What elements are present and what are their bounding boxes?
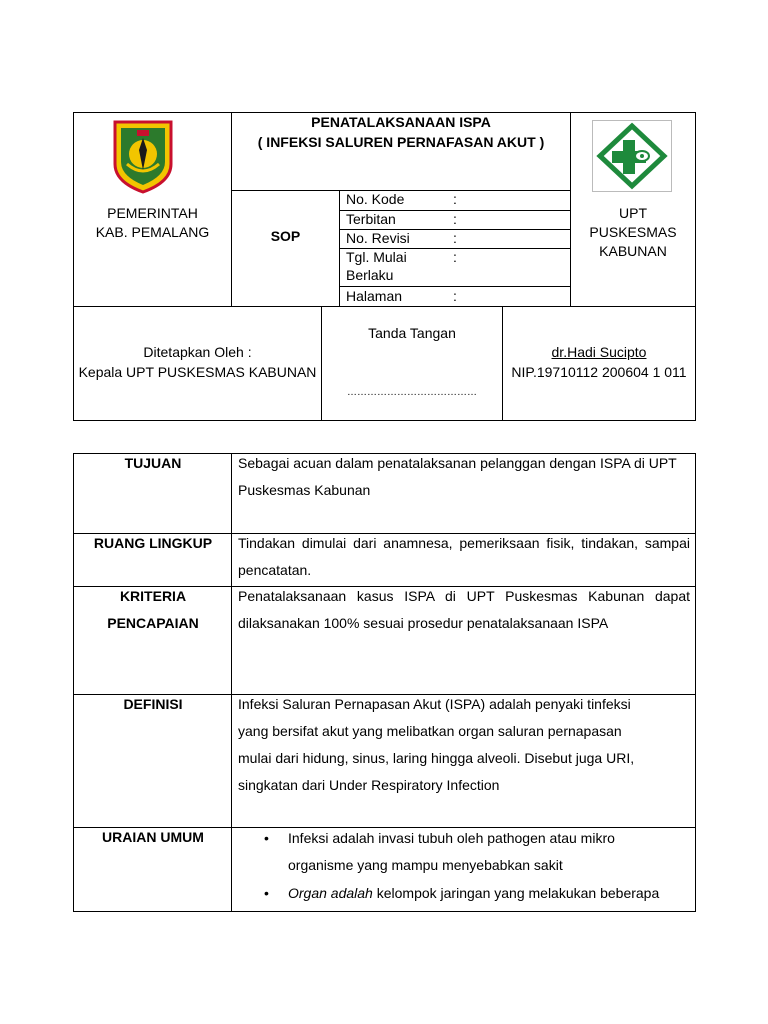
label-kriteria-line1: KRITERIA (119, 588, 187, 604)
text-definisi-line2: yang bersifat akut yang melibatkan organ saluran pernapasan (238, 723, 622, 739)
bullet-icon: • (264, 885, 269, 901)
signer-nip: NIP.19710112 200604 1 011 (511, 364, 687, 380)
meta-colon: : (453, 249, 457, 265)
label-ruang-lingkup: RUANG LINGKUP (93, 535, 213, 551)
text-definisi-line3: mulai dari hidung, sinus, laring hingga alveoli. Disebut juga URI, (238, 750, 635, 766)
right-org-line1: UPT (619, 205, 647, 221)
uraian-item1-line2: organisme yang mampu menyebabkan sakit (288, 857, 563, 873)
text-kriteria: Penatalaksanaan kasus ISPA di UPT Puskesmas Kabunan dapat dilaksanakan 100% sesuai prosedur penatalaksanaan ISPA (238, 588, 690, 631)
ditetapkan-jabatan: Kepala UPT PUSKESMAS KABUNAN (78, 364, 317, 380)
uraian-item2-rest: kelompok jaringan yang melakukan beberapa (372, 885, 660, 901)
meta-colon: : (453, 288, 457, 304)
label-uraian-umum: URAIAN UMUM (102, 829, 204, 845)
uraian-item2 (288, 880, 690, 907)
text-tujuan: Sebagai acuan dalam penatalaksanan pelanggan dengan ISPA di UPT Puskesmas Kabunan (238, 455, 677, 498)
document-subtitle: ( INFEKSI SALUREN PERNAFASAN AKUT ) (257, 134, 545, 150)
right-org-line2: PUSKESMAS (589, 224, 677, 240)
meta-label-no-revisi: No. Revisi (346, 230, 410, 246)
meta-colon: : (453, 211, 457, 227)
meta-label-tgl-mulai: Tgl. Mulai (346, 249, 407, 265)
meta-label-berlaku: Berlaku (346, 267, 394, 283)
meta-colon: : (453, 191, 457, 207)
text-ruang-lingkup: Tindakan dimulai dari anamnesa, pemeriksaan fisik, tindakan, sampai pencatatan. (238, 535, 690, 578)
uraian-item2-italic: Organ adalah (288, 885, 373, 901)
text-definisi-line4: singkatan dari Under Respiratory Infection (238, 777, 500, 793)
right-org-line3: KABUNAN (599, 243, 667, 259)
pemalang-emblem-icon (113, 120, 173, 194)
meta-label-no-kode: No. Kode (346, 191, 405, 207)
signer-name: dr.Hadi Sucipto (551, 344, 647, 360)
signature-dots: ………………………………… (347, 387, 477, 398)
puskesmas-logo-icon (592, 120, 672, 192)
left-org-line1: PEMERINTAH (107, 205, 198, 221)
label-tujuan: TUJUAN (124, 455, 182, 471)
label-kriteria-line2: PENCAPAIAN (107, 615, 199, 631)
bullet-icon: • (264, 830, 269, 846)
ditetapkan-oleh: Ditetapkan Oleh : (143, 344, 252, 360)
sop-label: SOP (270, 228, 301, 244)
label-definisi: DEFINISI (123, 696, 183, 712)
text-definisi-line1: Infeksi Saluran Pernapasan Akut (ISPA) adalah penyaki tinfeksi (238, 696, 631, 712)
uraian-item1-line1: Infeksi adalah invasi tubuh oleh pathogen atau mikro (288, 830, 615, 846)
meta-label-terbitan: Terbitan (346, 211, 396, 227)
left-org-line2: KAB. PEMALANG (95, 224, 210, 240)
meta-colon: : (453, 230, 457, 246)
tanda-tangan-label: Tanda Tangan (368, 325, 456, 341)
meta-label-halaman: Halaman (346, 288, 403, 304)
document-title: PENATALAKSANAAN ISPA (311, 114, 491, 130)
